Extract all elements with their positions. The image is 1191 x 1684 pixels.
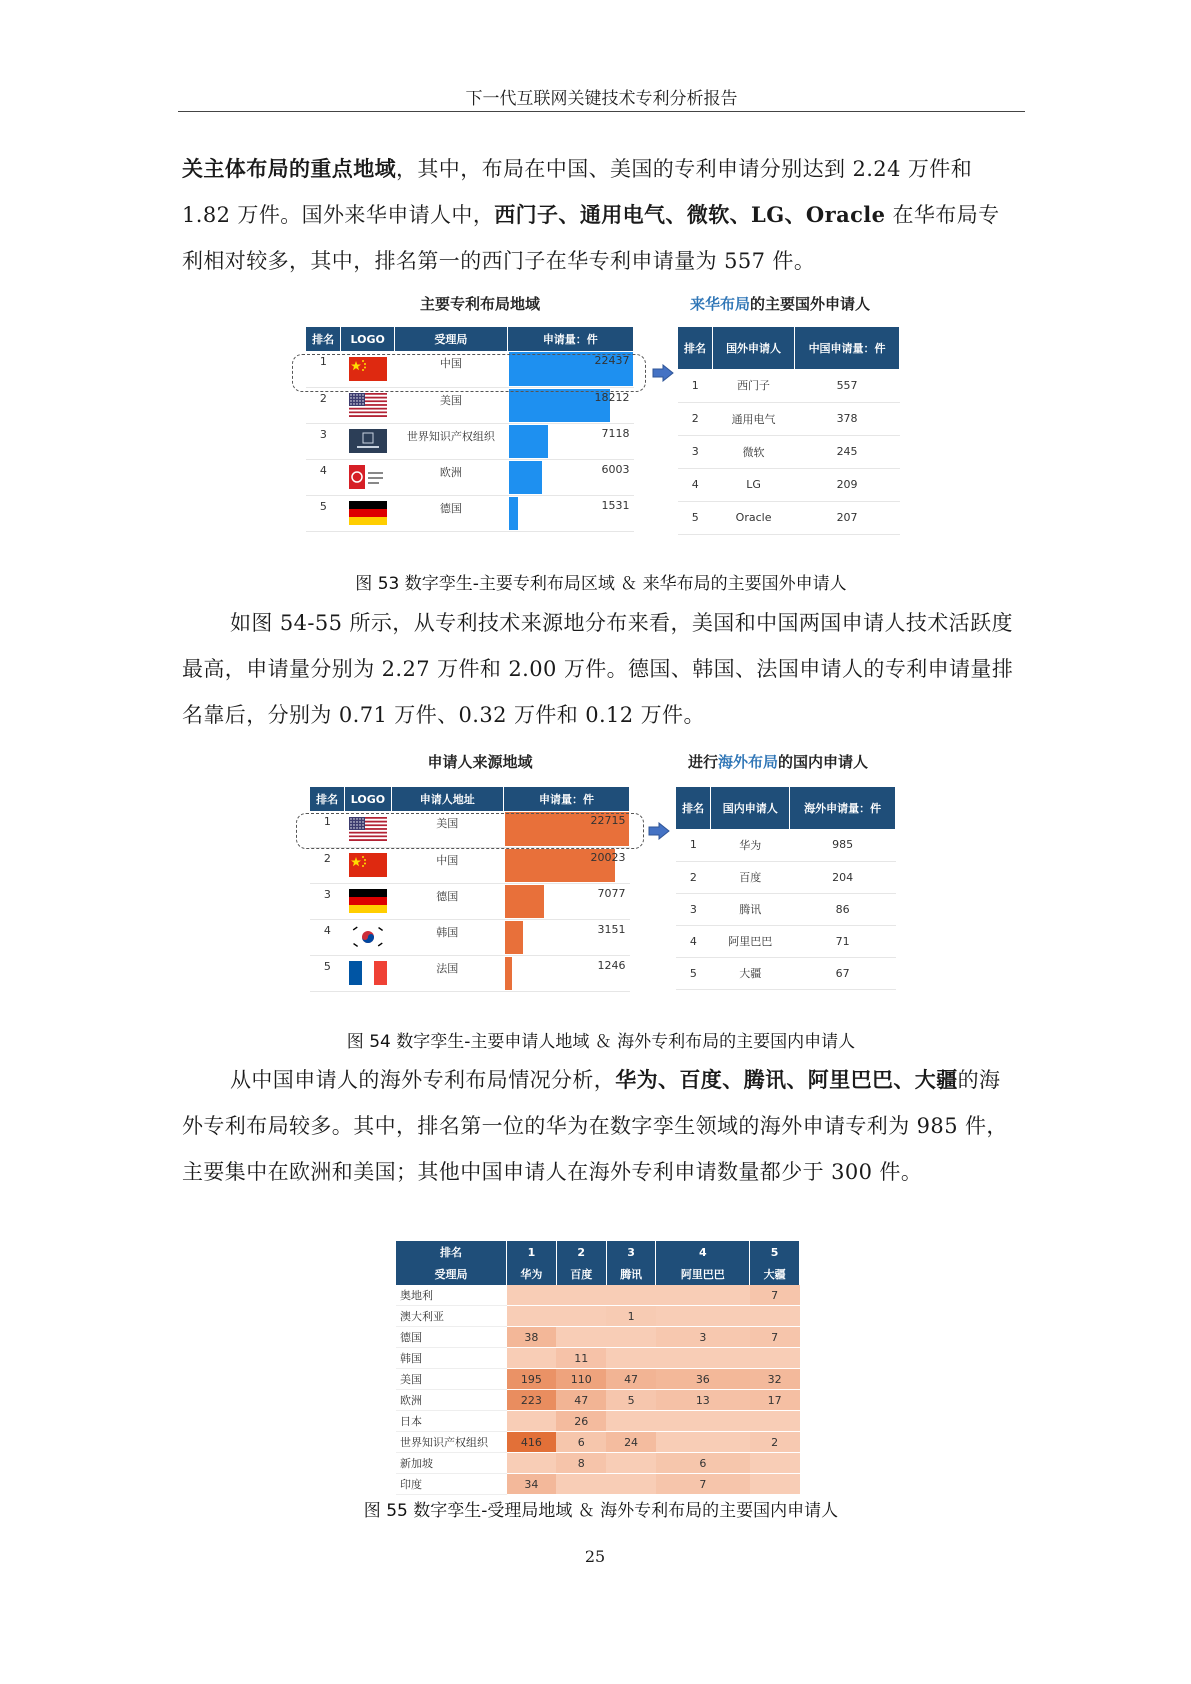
logo-cell bbox=[345, 919, 391, 955]
heatmap-cell bbox=[507, 1285, 557, 1306]
table-row bbox=[396, 1285, 800, 1306]
bar-value-label: 7077 bbox=[597, 886, 626, 900]
heatmap-cell: 7 bbox=[750, 1285, 800, 1306]
heatmap-cell: 24 bbox=[606, 1432, 656, 1453]
heatmap-cell bbox=[556, 1285, 606, 1306]
fig53-left-title: 主要专利布局地域 bbox=[419, 295, 540, 313]
fig53-highlight-box bbox=[292, 354, 646, 392]
bar-value-label: 22437 bbox=[594, 354, 630, 367]
count-cell: 204 bbox=[790, 861, 896, 893]
table-row bbox=[676, 925, 896, 957]
bar-value-label: 1246 bbox=[597, 958, 626, 972]
table-row bbox=[306, 495, 634, 531]
col-count-header: 申请量：件 bbox=[507, 327, 633, 351]
p1-bold-1: 关主体布局的重点地域 bbox=[182, 156, 396, 181]
rank-cell: 3 bbox=[306, 423, 341, 459]
office-name-cell: 新加坡 bbox=[396, 1453, 507, 1474]
rank-cell: 1 bbox=[310, 811, 345, 847]
office-name-cell: 澳大利亚 bbox=[396, 1306, 507, 1327]
heatmap-cell bbox=[656, 1411, 750, 1432]
bar-value-label: 7118 bbox=[601, 426, 630, 440]
running-header: 下一代互联网关键技术专利分析报告 bbox=[465, 89, 738, 109]
office-name-cell: 印度 bbox=[396, 1474, 507, 1495]
bar-value-label: 18212 bbox=[594, 390, 630, 404]
office-name-cell: 韩国 bbox=[396, 1348, 507, 1369]
table-row bbox=[396, 1390, 800, 1411]
heatmap-cell: 7 bbox=[656, 1474, 750, 1495]
rank-cell: 3 bbox=[676, 893, 711, 925]
count-cell: 245 bbox=[795, 435, 900, 468]
rank-cell: 5 bbox=[310, 955, 345, 991]
rank-header: 5 bbox=[750, 1241, 800, 1263]
rank-header: 2 bbox=[556, 1241, 606, 1263]
rank-cell: 2 bbox=[310, 847, 345, 883]
table-row bbox=[396, 1369, 800, 1390]
heatmap-cell bbox=[656, 1348, 750, 1369]
fig54-domestic-applicant-table bbox=[676, 787, 896, 990]
applicant-header: 腾讯 bbox=[606, 1263, 656, 1285]
applicant-header: 华为 bbox=[507, 1263, 557, 1285]
heatmap-cell bbox=[606, 1453, 656, 1474]
applicant-name-cell: 腾讯 bbox=[711, 893, 790, 925]
heatmap-cell: 17 bbox=[750, 1390, 800, 1411]
fig53-right-title-highlight: 来华布局 bbox=[690, 295, 751, 313]
rank-cell: 4 bbox=[310, 919, 345, 955]
data-bar bbox=[509, 497, 517, 530]
heatmap-cell bbox=[606, 1474, 656, 1495]
fig53-right-title-rest: 的主要国外申请人 bbox=[750, 295, 871, 313]
rank-cell: 2 bbox=[676, 861, 711, 893]
rank-cell: 1 bbox=[678, 369, 713, 402]
table-row bbox=[396, 1306, 800, 1327]
de-flag-icon bbox=[349, 889, 387, 913]
de-flag-icon bbox=[349, 501, 387, 525]
count-cell: 207 bbox=[795, 501, 900, 534]
table-row bbox=[306, 387, 634, 423]
office-name-cell: 奥地利 bbox=[396, 1285, 507, 1306]
table-row bbox=[396, 1348, 800, 1369]
paragraph-3 bbox=[182, 1057, 1020, 1195]
table-row bbox=[676, 829, 896, 861]
logo-cell bbox=[341, 495, 395, 531]
table-row bbox=[310, 847, 630, 883]
heatmap-cell bbox=[556, 1327, 606, 1348]
fig55-heatmap-table bbox=[396, 1241, 800, 1495]
fig54-left-title: 申请人来源地域 bbox=[427, 753, 533, 771]
fig54-right-title-rest: 的国内申请人 bbox=[778, 753, 869, 771]
rank-cell: 2 bbox=[306, 387, 341, 423]
fr-flag-icon bbox=[349, 961, 387, 985]
count-cell: 209 bbox=[795, 468, 900, 501]
heatmap-cell: 47 bbox=[556, 1390, 606, 1411]
heatmap-cell bbox=[750, 1474, 800, 1495]
region-name-cell: 中国 bbox=[395, 351, 508, 387]
heatmap-cell: 26 bbox=[556, 1411, 606, 1432]
table-row bbox=[306, 459, 634, 495]
logo-cell bbox=[345, 883, 391, 919]
heatmap-cell: 47 bbox=[606, 1369, 656, 1390]
paragraph-2: 如图 54-55 所示，从专利技术来源地分布来看，美国和中国两国申请人技术活跃度最高，申请量分别为 2.27 万件和 2.00 万件。德国、韩国、法国申请人的专利申请量排名靠后，分别为 0.71 万件、0.32 万件和 0.12 万件。 bbox=[182, 611, 1014, 727]
col-count-header: 海外申请量：件 bbox=[790, 787, 896, 829]
heatmap-cell: 223 bbox=[507, 1390, 557, 1411]
heatmap-cell bbox=[606, 1411, 656, 1432]
col-logo-header: LOGO bbox=[345, 787, 391, 811]
fig54-right-title-highlight: 海外布局 bbox=[718, 753, 779, 771]
bar-value-label: 3151 bbox=[597, 922, 626, 936]
heatmap-cell bbox=[507, 1411, 557, 1432]
heatmap-cell bbox=[507, 1348, 557, 1369]
rank-cell: 2 bbox=[678, 402, 713, 435]
logo-cell bbox=[341, 387, 395, 423]
paragraph-1 bbox=[182, 146, 1020, 284]
fig53-caption: 图 53 数字孪生-主要专利布局区域 ＆ 来华布局的主要国外申请人 bbox=[355, 574, 847, 594]
p1-text-2: 在华布局专利相对较多，其中，排名第一的西门子在华专利申请量为 557 件。 bbox=[182, 203, 1000, 273]
rank-cell: 3 bbox=[678, 435, 713, 468]
heatmap-cell bbox=[507, 1453, 557, 1474]
heatmap-cell bbox=[606, 1285, 656, 1306]
rank-cell: 4 bbox=[678, 468, 713, 501]
region-name-cell: 韩国 bbox=[391, 919, 503, 955]
table-row bbox=[396, 1327, 800, 1348]
heatmap-cell: 1 bbox=[606, 1306, 656, 1327]
heatmap-cell: 8 bbox=[556, 1453, 606, 1474]
fig54-right-title-pre: 进行 bbox=[688, 753, 719, 771]
col-rank-header[interactable]: 排名 bbox=[306, 327, 341, 351]
table-row bbox=[676, 861, 896, 893]
data-bar bbox=[509, 461, 542, 494]
table-row bbox=[310, 919, 630, 955]
heatmap-cell: 195 bbox=[507, 1369, 557, 1390]
applicant-name-cell: 华为 bbox=[711, 829, 790, 861]
heatmap-cell bbox=[606, 1327, 656, 1348]
rank-cell: 5 bbox=[306, 495, 341, 531]
office-name-cell: 美国 bbox=[396, 1369, 507, 1390]
heatmap-cell bbox=[750, 1348, 800, 1369]
heatmap-cell: 416 bbox=[507, 1432, 557, 1453]
applicant-name-cell: LG bbox=[713, 468, 795, 501]
col-applicant-header: 国外申请人 bbox=[713, 327, 795, 369]
heatmap-cell bbox=[656, 1285, 750, 1306]
bar-value-label: 20023 bbox=[590, 850, 626, 864]
region-name-cell: 美国 bbox=[391, 811, 503, 847]
col-count-header: 申请量：件 bbox=[503, 787, 629, 811]
bar-cell bbox=[507, 387, 633, 423]
fig54-arrow-icon bbox=[648, 822, 670, 844]
col-office-header: 受理局 bbox=[395, 327, 508, 351]
us-flag-icon bbox=[349, 393, 387, 417]
p1-text-1: ，其中，布局在中国、美国的专利申请分别达到 2.24 万件和 1.82 万件。国外来华申请人中， bbox=[182, 157, 973, 227]
heatmap-cell bbox=[507, 1306, 557, 1327]
col-applicant-header: 国内申请人 bbox=[711, 787, 790, 829]
office-name-cell: 日本 bbox=[396, 1411, 507, 1432]
col-rank-header[interactable]: 排名 bbox=[676, 787, 711, 829]
heatmap-cell: 32 bbox=[750, 1369, 800, 1390]
heatmap-cell: 6 bbox=[556, 1432, 606, 1453]
table-row bbox=[676, 957, 896, 989]
table-row bbox=[396, 1453, 800, 1474]
applicant-header: 大疆 bbox=[750, 1263, 800, 1285]
logo-cell bbox=[341, 459, 395, 495]
heatmap-cell: 3 bbox=[656, 1327, 750, 1348]
page-number: 25 bbox=[584, 1547, 606, 1566]
heatmap-cell: 11 bbox=[556, 1348, 606, 1369]
heatmap-cell bbox=[556, 1474, 606, 1495]
applicant-name-cell: Oracle bbox=[713, 501, 795, 534]
region-name-cell: 世界知识产权组织 bbox=[395, 423, 508, 459]
heatmap-cell: 110 bbox=[556, 1369, 606, 1390]
rank-cell: 1 bbox=[306, 351, 341, 387]
heatmap-cell: 36 bbox=[656, 1369, 750, 1390]
bar-cell bbox=[507, 459, 633, 495]
heatmap-cell bbox=[556, 1306, 606, 1327]
rank-cell: 3 bbox=[310, 883, 345, 919]
office-name-cell: 欧洲 bbox=[396, 1390, 507, 1411]
heatmap-cell bbox=[606, 1348, 656, 1369]
applicant-name-cell: 百度 bbox=[711, 861, 790, 893]
region-name-cell: 德国 bbox=[391, 883, 503, 919]
bar-cell bbox=[503, 955, 629, 991]
heatmap-cell: 2 bbox=[750, 1432, 800, 1453]
bar-value-label: 22715 bbox=[590, 814, 626, 827]
region-name-cell: 欧洲 bbox=[395, 459, 508, 495]
rank-cell: 5 bbox=[676, 957, 711, 989]
count-cell: 67 bbox=[790, 957, 896, 989]
applicant-header: 百度 bbox=[556, 1263, 606, 1285]
data-bar bbox=[509, 425, 548, 458]
table-row bbox=[678, 501, 900, 534]
rank-header: 3 bbox=[606, 1241, 656, 1263]
bar-value-label: 6003 bbox=[601, 462, 630, 476]
bar-cell bbox=[507, 495, 633, 531]
applicant-name-cell: 通用电气 bbox=[713, 402, 795, 435]
fig53-arrow-icon bbox=[652, 364, 674, 386]
col-logo-header: LOGO bbox=[341, 327, 395, 351]
count-cell: 86 bbox=[790, 893, 896, 925]
applicant-name-cell: 微软 bbox=[713, 435, 795, 468]
table-row bbox=[396, 1432, 800, 1453]
applicant-name-cell: 大疆 bbox=[711, 957, 790, 989]
applicant-name-cell: 西门子 bbox=[713, 369, 795, 402]
rank-cell: 4 bbox=[676, 925, 711, 957]
cn-flag-icon bbox=[349, 853, 387, 877]
heatmap-cell: 34 bbox=[507, 1474, 557, 1495]
rank-header: 4 bbox=[656, 1241, 750, 1263]
header-rule bbox=[178, 111, 1025, 112]
kr-flag-icon bbox=[349, 925, 387, 949]
p3-bold: 华为、百度、腾讯、阿里巴巴、大疆 bbox=[615, 1067, 958, 1092]
fig53-foreign-applicant-table bbox=[678, 327, 900, 535]
col-rank-header[interactable]: 排名 bbox=[310, 787, 345, 811]
fig53-right-title bbox=[690, 293, 920, 314]
fig54-highlight-box bbox=[296, 813, 644, 849]
count-cell: 985 bbox=[790, 829, 896, 861]
bar-cell bbox=[507, 423, 633, 459]
applicant-name-cell: 阿里巴巴 bbox=[711, 925, 790, 957]
logo-cell bbox=[341, 423, 395, 459]
table-row bbox=[676, 893, 896, 925]
office-name-cell: 德国 bbox=[396, 1327, 507, 1348]
col-addr-header: 申请人地址 bbox=[391, 787, 503, 811]
rank-header: 1 bbox=[507, 1241, 557, 1263]
heatmap-cell bbox=[750, 1453, 800, 1474]
heatmap-cell: 6 bbox=[656, 1453, 750, 1474]
heatmap-cell bbox=[750, 1411, 800, 1432]
table-row bbox=[396, 1411, 800, 1432]
applicant-header: 阿里巴巴 bbox=[656, 1263, 750, 1285]
bar-cell bbox=[503, 919, 629, 955]
office-name-cell: 世界知识产权组织 bbox=[396, 1432, 507, 1453]
table-row bbox=[678, 468, 900, 501]
count-cell: 378 bbox=[795, 402, 900, 435]
table-row bbox=[306, 423, 634, 459]
data-bar bbox=[505, 885, 544, 918]
rank-cell: 4 bbox=[306, 459, 341, 495]
heatmap-cell: 13 bbox=[656, 1390, 750, 1411]
heatmap-cell: 5 bbox=[606, 1390, 656, 1411]
bar-cell bbox=[503, 883, 629, 919]
wipo-logo-icon bbox=[349, 429, 387, 453]
rank-cell: 1 bbox=[676, 829, 711, 861]
p3-text-2: 的海外专利布局较多。其中，排名第一位的华为在数字孪生领域的海外申请专利为 985 件，主要集中在欧洲和美国；其他中国申请人在海外专利申请数量都少于 300 件。 bbox=[182, 1068, 1008, 1184]
fig54-caption: 图 54 数字孪生-主要申请人地域 ＆ 海外专利布局的主要国内申请人 bbox=[346, 1032, 856, 1052]
table-row bbox=[310, 883, 630, 919]
heatmap-cell: 38 bbox=[507, 1327, 557, 1348]
data-bar bbox=[505, 921, 522, 954]
table-row bbox=[310, 955, 630, 991]
count-cell: 557 bbox=[795, 369, 900, 402]
region-name-cell: 法国 bbox=[391, 955, 503, 991]
corner-rank-header: 排名 bbox=[396, 1241, 507, 1263]
p1-bold-2: 西门子、通用电气、微软、LG、Oracle bbox=[494, 202, 886, 227]
table-row bbox=[396, 1474, 800, 1495]
rank-cell: 5 bbox=[678, 501, 713, 534]
col-count-header: 中国申请量：件 bbox=[795, 327, 900, 369]
count-cell: 71 bbox=[790, 925, 896, 957]
bar-cell bbox=[503, 847, 629, 883]
bar-value-label: 1531 bbox=[601, 498, 630, 512]
table-row bbox=[678, 369, 900, 402]
corner-office-header: 受理局 bbox=[396, 1263, 507, 1285]
fig55-caption: 图 55 数字孪生-受理局地域 ＆ 海外专利布局的主要国内申请人 bbox=[363, 1501, 839, 1521]
col-rank-header[interactable]: 排名 bbox=[678, 327, 713, 369]
table-row bbox=[678, 402, 900, 435]
heatmap-cell bbox=[656, 1432, 750, 1453]
region-name-cell: 德国 bbox=[395, 495, 508, 531]
epo-logo-icon bbox=[349, 465, 387, 489]
data-bar bbox=[505, 957, 512, 990]
region-name-cell: 中国 bbox=[391, 847, 503, 883]
heatmap-cell bbox=[656, 1306, 750, 1327]
fig54-right-title bbox=[688, 751, 928, 772]
heatmap-cell bbox=[750, 1306, 800, 1327]
table-row bbox=[678, 435, 900, 468]
p3-text-1: 从中国申请人的海外专利布局情况分析， bbox=[230, 1068, 616, 1092]
region-name-cell: 美国 bbox=[395, 387, 508, 423]
heatmap-cell: 7 bbox=[750, 1327, 800, 1348]
logo-cell bbox=[345, 847, 391, 883]
logo-cell bbox=[345, 955, 391, 991]
